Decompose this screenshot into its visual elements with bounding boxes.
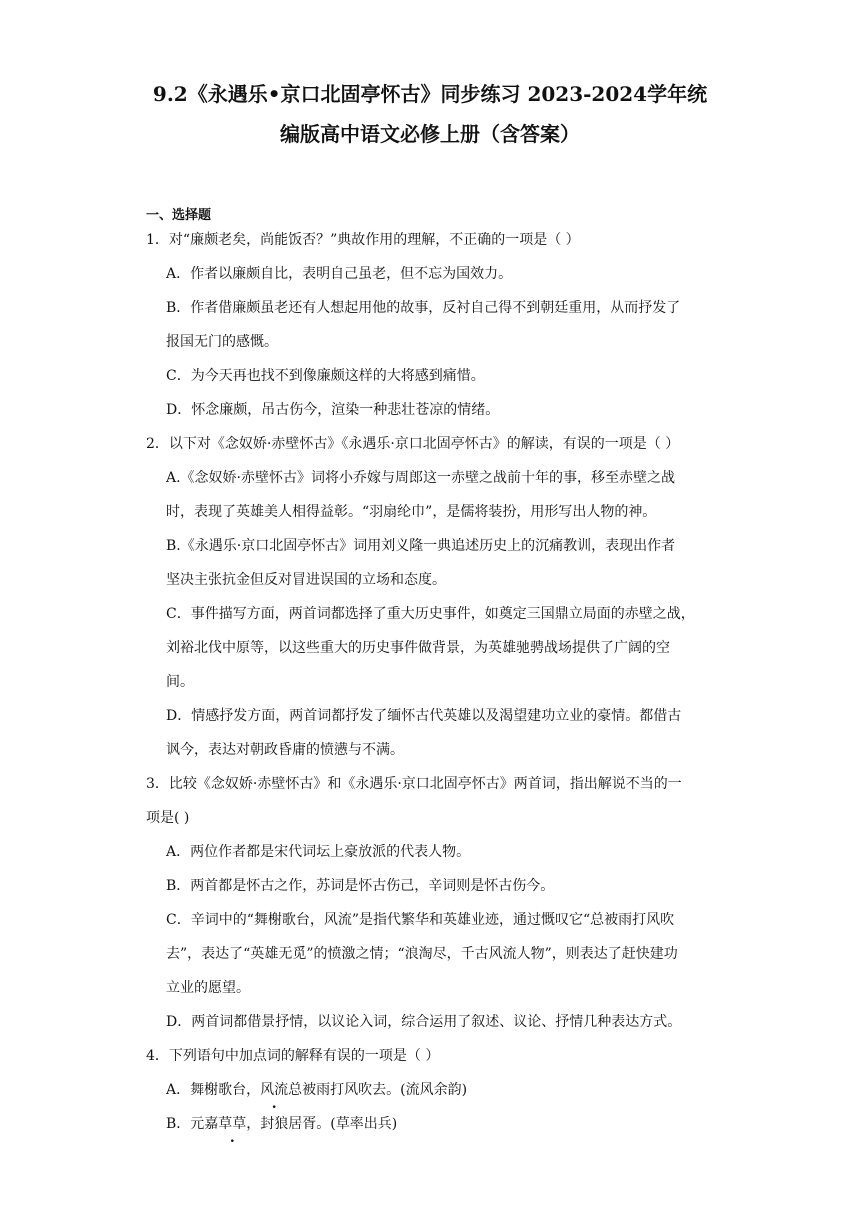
question-3-option-d: D．两首词都借景抒情，以议论入词，综合运用了叙述、议论、抒情几种表达方式。 — [166, 1014, 682, 1030]
question-2-option-a: A.《念奴娇·赤壁怀古》词将小乔嫁与周郎这一赤壁之战前十年的事，移至赤壁之战 — [166, 470, 676, 486]
question-3-option-c-cont2: 立业的愿望。 — [166, 980, 250, 996]
document-title-line1: 9.2《永遇乐•京口北固亭怀古》同步练习 2023-2024学年统 — [152, 82, 708, 106]
question-2-option-c-cont2: 间。 — [166, 674, 194, 690]
question-1-option-b: B．作者借廉颇虽老还有人想起用他的故事，反衬自己得不到朝廷重用，从而抒发了 — [166, 300, 681, 316]
option-a-prefix: A．舞榭歌台， — [166, 1082, 261, 1098]
question-3-option-a: A．两位作者都是宋代词坛上豪放派的代表人物。 — [166, 844, 471, 860]
dotted-word: 草草 — [218, 1116, 247, 1132]
question-1-option-a: A．作者以廉颇自比，表明自己虽老，但不忘为国效力。 — [166, 266, 513, 282]
question-4-stem: 4．下列语句中加点词的解释有误的一项是（ ） — [146, 1048, 440, 1064]
question-2-option-b-cont: 坚决主张抗金但反对冒进误国的立场和态度。 — [166, 572, 446, 588]
question-2-option-c-cont: 刘裕北伐中原等，以这些重大的历史事件做背景，为英雄驰骋战场提供了广阔的空 — [166, 640, 670, 656]
question-2-option-d: D．情感抒发方面，两首词都抒发了缅怀古代英雄以及渴望建功立业的豪情。都借古 — [166, 708, 682, 724]
question-4-option-b — [166, 1114, 397, 1134]
question-3-stem: 3．比较《念奴娇·赤壁怀古》和《永遇乐·京口北固亭怀古》两首词，指出解说不当的一 — [146, 776, 682, 792]
dotted-word: 风流 — [260, 1082, 289, 1098]
question-2-option-c: C．事件描写方面，两首词都选择了重大历史事件，如奠定三国鼎立局面的赤壁之战， — [166, 606, 695, 622]
question-2-option-b: B.《永遇乐·京口北固亭怀古》词用刘义隆一典追述历史上的沉痛教训，表现出作者 — [166, 538, 676, 554]
section-heading: 一、选择题 — [146, 208, 212, 223]
question-2-stem: 2．以下对《念奴娇·赤壁怀古》《永遇乐·京口北固亭怀古》的解读，有误的一项是（ ） — [146, 436, 680, 452]
option-a-suffix: 总被雨打风吹去。(流风余韵) — [288, 1082, 468, 1098]
question-2-option-a-cont: 时，表现了英雄美人相得益彰。“羽扇纶巾”，是儒将装扮，用形写出人物的神。 — [166, 504, 657, 520]
question-1-option-b-cont: 报国无门的感慨。 — [166, 334, 278, 350]
question-1-option-c: C．为今天再也找不到像廉颇这样的大将感到痛惜。 — [166, 368, 485, 384]
question-3-option-c-cont: 去”，表达了“英雄无觅”的愤激之情；“浪淘尽，千古风流人物”，则表达了赶快建功 — [166, 946, 678, 962]
option-b-suffix: ，封狼居胥。(草率出兵) — [246, 1116, 398, 1132]
question-1-stem: 1．对“廉颇老矣，尚能饭否？”典故作用的理解，不正确的一项是（ ） — [146, 232, 580, 248]
question-3-stem-cont: 项是( ) — [146, 810, 190, 826]
question-1-option-d: D．怀念廉颇，吊古伤今，渲染一种悲壮苍凉的情绪。 — [166, 402, 500, 418]
document-title-line2: 编版高中语文必修上册（含答案） — [280, 122, 580, 146]
question-2-option-d-cont: 讽今，表达对朝政昏庸的愤懑与不满。 — [166, 742, 404, 758]
question-3-option-b: B．两首都是怀古之作，苏词是怀古伤己，辛词则是怀古伤今。 — [166, 878, 555, 894]
option-b-prefix: B．元嘉 — [166, 1116, 219, 1132]
question-3-option-c: C．辛词中的“舞榭歌台，风流”是指代繁华和英雄业迹，通过慨叹它“总被雨打风吹 — [166, 912, 675, 928]
question-4-option-a — [166, 1080, 467, 1100]
